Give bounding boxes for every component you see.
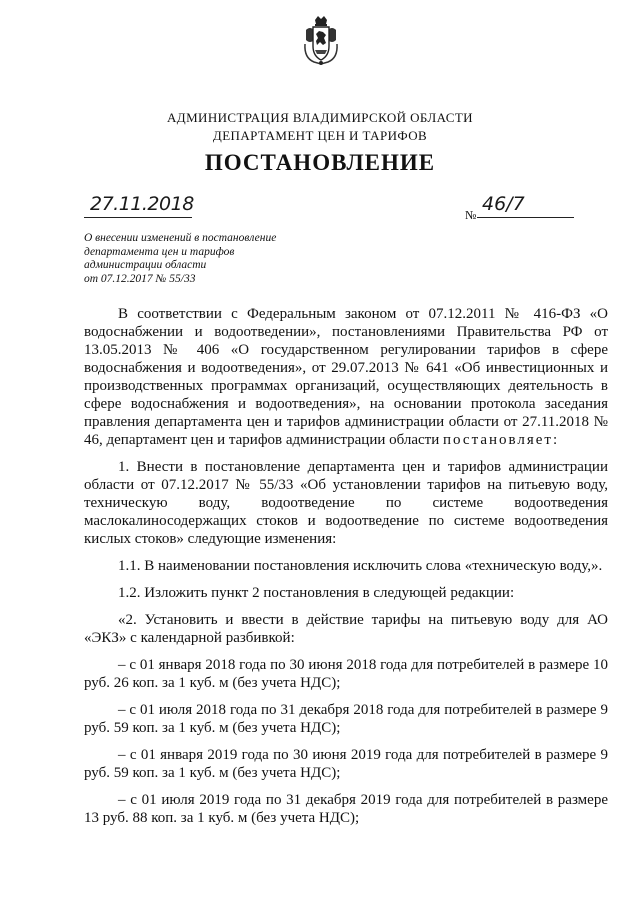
- subject-line: департамента цен и тарифов: [84, 245, 235, 258]
- document-number: 46/7: [482, 193, 525, 215]
- tariff-item: – с 01 января 2018 года по 30 июня 2018 года для потребителей в размере 10 руб. 26 коп. за 1 куб. м (без учета НДС);: [84, 657, 608, 691]
- organization-name: АДМИНИСТРАЦИЯ ВЛАДИМИРСКОЙ ОБЛАСТИ: [167, 110, 473, 125]
- body-paragraph: 1.2. Изложить пункт 2 постановления в следующей редакции:: [118, 585, 515, 601]
- preamble-text: В соответствии с Федеральным законом от 07.12.2011 № 416-ФЗ «О водоснабжении и водоотведении», постановлениями Правительства РФ от 13.05.2013 № 406 «О государственном регулировании тарифов в сфере водоснабжения и водоотведения», от 29.07.2013 № 641 «Об инвестиционных и производственных программах организаций, осуществляющих деятельность в сфере водоснабжения и водоотведения», на основании протокола заседания правления департамента цен и тарифов администрации области от 27.11.2018 № 46, департамент цен и тарифов администрации области: [84, 306, 608, 448]
- body-paragraph: 1.1. В наименовании постановления исключить слова «техническую воду,».: [118, 558, 603, 574]
- subject-line: от 07.12.2017 № 55/33: [84, 272, 196, 285]
- tariff-item: – с 01 июля 2018 года по 31 декабря 2018 года для потребителей в размере 9 руб. 59 коп. за 1 куб. м (без учета НДС);: [84, 702, 608, 736]
- number-label: №: [465, 208, 477, 222]
- subject-line: администрации области: [84, 259, 207, 272]
- body-paragraph: «2. Установить и ввести в действие тарифы на питьевую воду для АО «ЭКЗ» с календарной разбивкой:: [84, 612, 608, 646]
- coat-of-arms-icon: [302, 14, 340, 66]
- resolves-word: постановляет:: [443, 432, 560, 448]
- body-paragraph: 1. Внести в постановление департамента цен и тарифов администрации области от 07.12.2017 № 55/33 «Об установлении тарифов на питьевую воду, техническую воду, водоотведение по системе водоотведения маслокалиносодержащих стоков и водоотведение по системе водоотведения кислых стоков» следующие изменения:: [84, 459, 608, 547]
- tariff-item: – с 01 января 2019 года по 30 июня 2019 года для потребителей в размере 9 руб. 59 коп. за 1 куб. м (без учета НДС);: [84, 747, 608, 781]
- tariff-item: – с 01 июля 2019 года по 31 декабря 2019 года для потребителей в размере 13 руб. 88 коп. за 1 куб. м (без учета НДС);: [84, 792, 608, 826]
- date-underline: [84, 217, 192, 218]
- body-paragraph-preamble: [84, 305, 608, 449]
- document-subject: [84, 232, 334, 286]
- document-title: ПОСТАНОВЛЕНИЕ: [204, 150, 436, 175]
- department-name: ДЕПАРТАМЕНТ ЦЕН И ТАРИФОВ: [212, 128, 428, 143]
- document-date: 27.11.2018: [90, 193, 194, 215]
- number-underline: [477, 217, 574, 218]
- subject-line: О внесении изменений в постановление: [84, 232, 277, 244]
- document-body: [84, 305, 608, 827]
